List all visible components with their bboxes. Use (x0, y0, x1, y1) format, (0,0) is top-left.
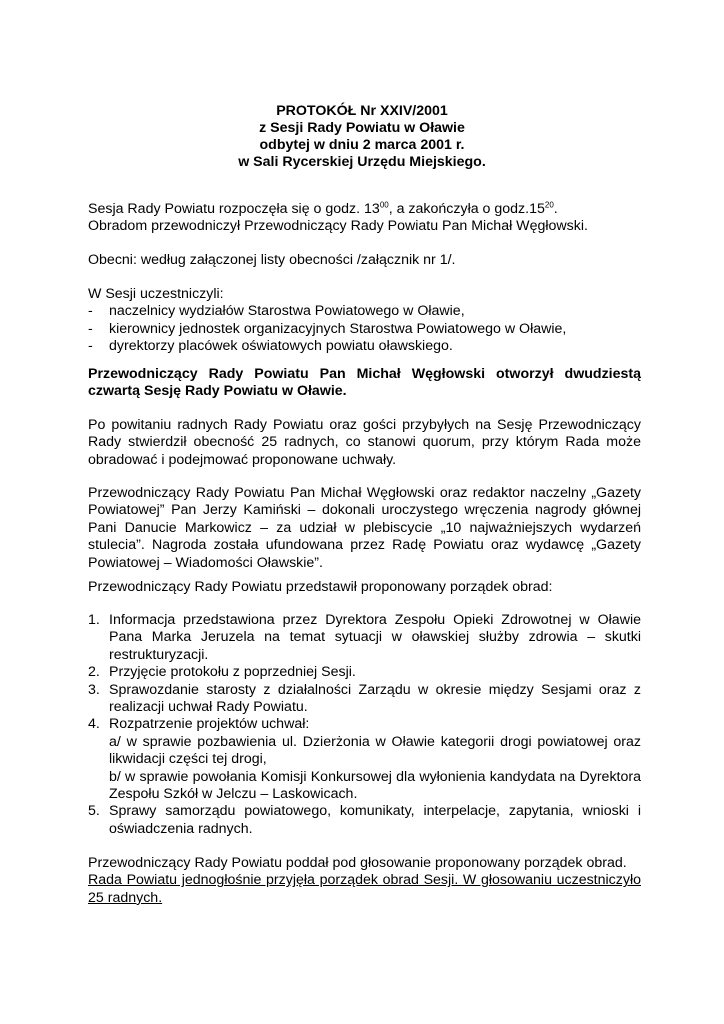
title-line: z Sesji Rady Powiatu w Oławie (259, 120, 465, 136)
award-paragraph: Przewodniczący Rady Powiatu Pan Michał Węgłowski oraz redaktor naczelny „Gazety Powiatowej” Pan Jerzy Kamiński – dokonali uroczystego wręczenia nagrody głównej Pani Danucie Markowicz – za udział w plebiscycie „10 najważniejszych wydarzeń stulecia”. Nagroda została ufundowana przez Radę Powiatu oraz wydawcę „Gazety Powiatowej – Wiadomości Oławskie”. (88, 485, 641, 571)
agenda-item-text: Sprawy samorządu powiatowego, komunikaty, interpelacje, zapytania, wnioski i oświadczenia radnych. (109, 803, 641, 837)
list-item: - kierownicy jednostek organizacyjnych Starostwa Powiatowego w Oławie, (88, 321, 641, 338)
end-minutes: 20 (544, 200, 554, 210)
vote-intro: Przewodniczący Rady Powiatu poddał pod głosowanie proponowany porządek obrad. (88, 855, 627, 871)
agenda-item-number: 4. (88, 716, 100, 733)
session-times-end: . (553, 201, 558, 217)
agenda-item-text: Rozpatrzenie projektów uchwał: (109, 716, 310, 733)
agenda-item-number: 2. (88, 664, 100, 681)
agenda-item (88, 716, 641, 803)
start-minutes: 00 (379, 200, 389, 210)
agenda-intro-text: Przewodniczący Rady Powiatu przedstawił proponowany porządek obrad: (88, 579, 553, 595)
agenda-item (88, 664, 641, 681)
agenda-list (88, 612, 641, 838)
agenda-item-text: Przyjęcie protokołu z poprzedniej Sesji. (109, 664, 356, 681)
vote-result: Rada Powiatu jednogłośnie przyjęła porządek obrad Sesji. W głosowaniu uczestniczyło 25 radnych. (88, 872, 641, 906)
title-line: odbytej w dniu 2 marca 2001 r. (259, 137, 465, 153)
quorum-paragraph: Po powitaniu radnych Rady Powiatu oraz gości przybyłych na Sesję Przewodniczący Rady stwierdził obecność 25 radnych, co stanowi quorum, przy którym Rada może obradować i podejmować proponowane uchwały. (88, 417, 641, 468)
agenda-item-text: Sprawozdanie starosty z działalności Zarządu w okresie między Sesjami oraz z realizacji uchwał Rady Powiatu. (109, 681, 641, 716)
participants-list (88, 303, 641, 355)
present-paragraph (88, 252, 641, 269)
list-item: - naczelnicy wydziałów Starostwa Powiatowego w Oławie, (88, 303, 641, 320)
agenda-intro (88, 579, 641, 596)
vote-section (88, 855, 641, 907)
agenda-item (88, 682, 641, 717)
session-times (88, 201, 641, 218)
agenda-item (88, 803, 641, 838)
present-text: Obecni: według załączonej listy obecności /załącznik nr 1/. (88, 252, 456, 268)
agenda-subitem: a/ w sprawie pozbawienia ul. Dzierżonia w Oławie kategorii drogi powiatowej oraz likwidacji części tej drogi, (109, 733, 641, 768)
document-title (0, 103, 724, 171)
title-line: PROTOKÓŁ Nr XXIV/2001 (276, 103, 448, 119)
session-start-text: Sesja Rady Powiatu rozpoczęła się o godz. 13 (88, 201, 380, 217)
session-end-text: , a zakończyła o godz.15 (388, 201, 545, 217)
agenda-item (88, 612, 641, 664)
list-item: - dyrektorzy placówek oświatowych powiatu oławskiego. (88, 338, 641, 355)
agenda-item-number: 5. (88, 803, 100, 820)
agenda-item-text: Informacja przedstawiona przez Dyrektora Zespołu Opieki Zdrowotnej w Oławie Pana Marka Jeruzela na temat sytuacji w oławskiej służby zdrowia – skutki restrukturyzacji. (109, 612, 641, 663)
participants-intro: W Sesji uczestniczyli: (88, 286, 224, 302)
agenda-subitem: b/ w sprawie powołania Komisji Konkursowej dla wyłonienia kandydata na Dyrektora Zespołu Szkół w Jelczu – Laskowicach. (109, 768, 641, 803)
session-opened-paragraph: Przewodniczący Rady Powiatu Pan Michał Węgłowski otworzył dwudziestą czwartą Sesję Rady Powiatu w Oławie. (88, 366, 641, 400)
title-line: w Sali Rycerskiej Urzędu Miejskiego. (238, 154, 486, 170)
agenda-item-number: 3. (88, 681, 100, 698)
session-times-paragraph (88, 201, 641, 236)
participants-section (88, 286, 641, 356)
chair-line: Obradom przewodniczył Przewodniczący Rady Powiatu Pan Michał Węgłowski. (88, 218, 588, 235)
agenda-item-number: 1. (88, 612, 100, 628)
